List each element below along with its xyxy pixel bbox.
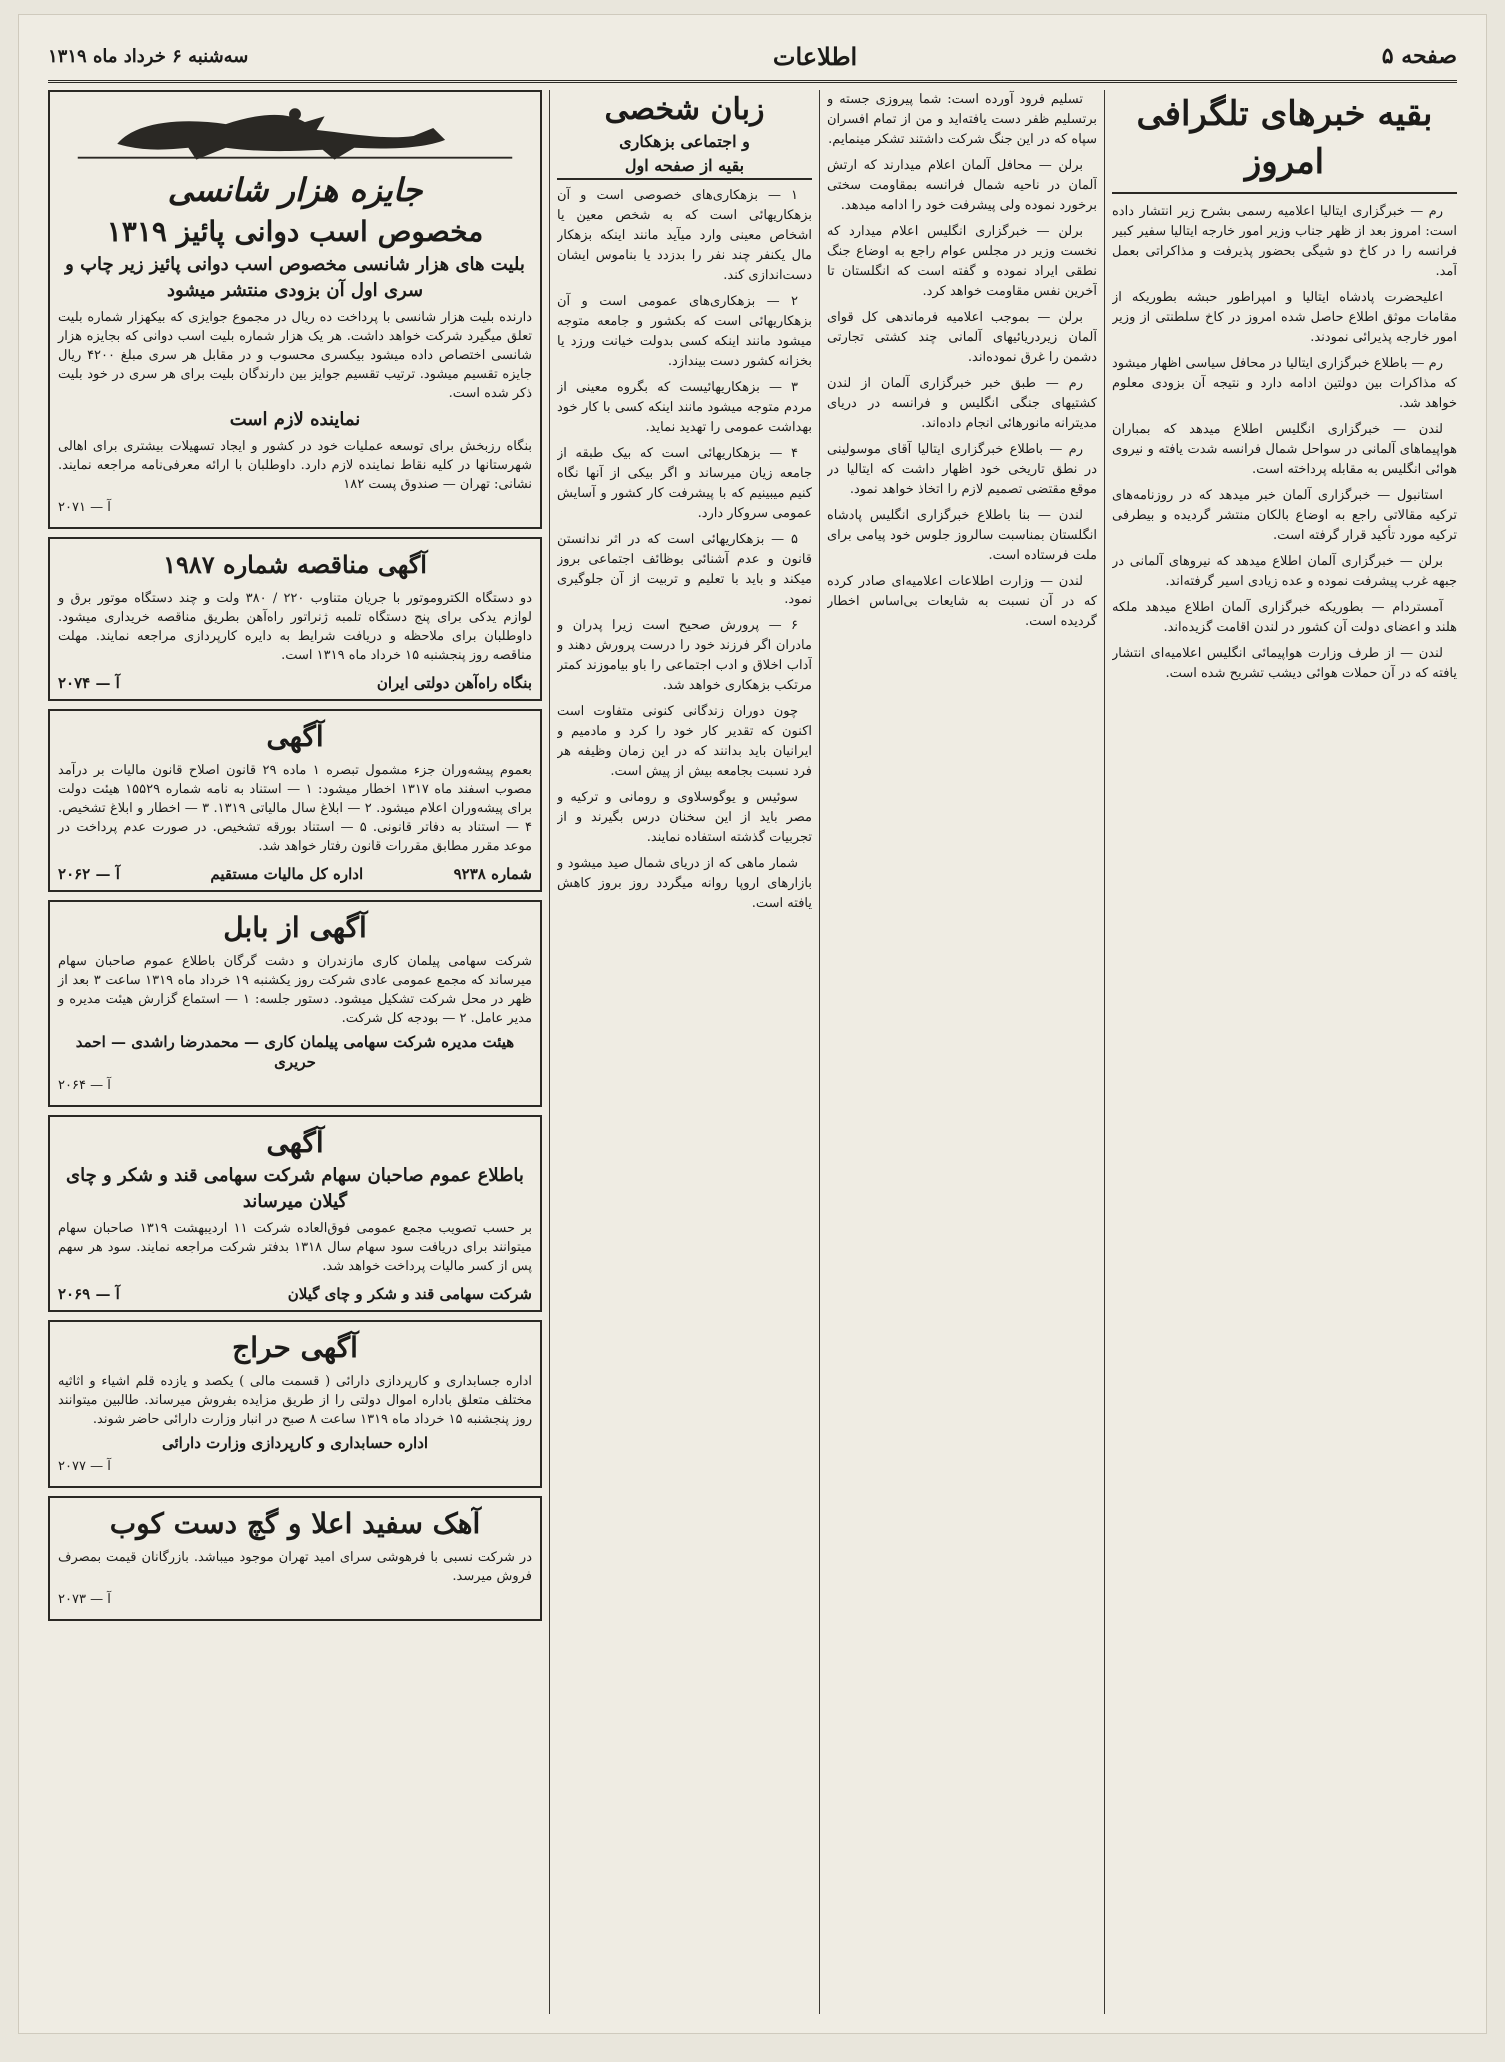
tender-body: دو دستگاه الکتروموتور با جریان متناوب ۲۲۰ / ۳۸۰ ولت و چند دستگاه موتور برق و لوازم یدکی برای پنج دستگاه تلمبه ژنراتور راه‌آهن بطریق مناقصه خریداری میشود. داوطلبان برای ملاحظه و دریافت شرایط به دایره کارپردازی مراجعه نمایند. مهلت مناقصه روز پنجشنبه ۱۵ خرداد ماه ۱۳۱۹ است. bbox=[58, 591, 532, 663]
news-paragraph: لندن — بنا باطلاع خبرگزاری انگلیس پادشاه انگلستان بمناسبت سالروز جلوس خود پیامی برای ملت فرستاده است. bbox=[827, 508, 1097, 563]
tender-footer bbox=[58, 669, 532, 693]
news-paragraph: رم — طبق خبر خبرگزاری آلمان از لندن کشتیهای جنگی انگلیس و فرانسه در دریای مدیترانه مانورهائی انجام داده‌اند. bbox=[827, 376, 1097, 431]
tender-signature: بنگاه راه‌آهن دولتی ایران bbox=[376, 674, 532, 692]
article-title: زبان شخصی bbox=[604, 92, 765, 127]
article-paragraph: ۳ — بزهکاریهائیست که بگروه معینی از مردم متوجه میشود مانند اینکه کسی با کار خود بهداشت عمومی را تهدید نماید. bbox=[557, 380, 812, 435]
article-paragraph: ۴ — بزهکاریهائی است که بیک طبقه از جامعه زیان میرساند و اگر بیکی از آنها نگاه کنیم میبینیم که با پیشرفت کار کشور و آسایش عمومی سروکار دارد. bbox=[557, 446, 812, 521]
article-paragraph: ۱ — بزهکاری‌های خصوصی است و آن بزهکاریهائی است که به شخص معین یا اشخاص معینی وارد میآید مانند اینکه بزهکار مال یکنفر چند نفر را بدزدد یا بناموس ایشان دست‌اندازی کند. bbox=[557, 188, 812, 283]
news-paragraph: رم — باطلاع خبرگزاری ایتالیا آقای موسولینی در نطق تاریخی خود اظهار داشت که ایتالیا در موقع مقتضی تصمیم لازم را اتخاذ خواهد نمود. bbox=[827, 442, 1097, 497]
auction-title: آگهی حراج bbox=[232, 1331, 358, 1364]
sugar-body: بر حسب تصویب مجمع عمومی فوق‌العاده شرکت ۱۱ اردیبهشت ۱۳۱۹ صاحبان سهام میتوانند برای دریافت سود سهام سال ۱۳۱۸ بدفتر شرکت مراجعه نمایند. سود هر سهم پس از کسر مالیات پرداخت خواهد شد. bbox=[58, 1221, 532, 1274]
tax-signature: اداره کل مالیات مستقیم bbox=[210, 865, 364, 883]
article-paragraph: ۶ — پرورش صحیح است زیرا پدران و مادران اگر فرزند خود را درست پرورش دهند و آداب اخلاق و ادب اجتماعی را باو بیاموزند کمتر مرتکب بزهکاری خواهد شد. bbox=[557, 618, 812, 693]
babol-body: شرکت سهامی پیلمان کاری مازندران و دشت گرگان باطلاع عموم صاحبان سهام میرساند که مجمع عمومی عادی شرکت روز یکشنبه ۱۹ خرداد ماه ۱۳۱۹ ساعت ۳ بعد از ظهر در محل شرکت تشکیل میشود. دستور جلسه: ۱ — استماع گزارش هیئت مدیره و مدیر عامل. ۲ — بودجه کل شرکت. bbox=[58, 954, 533, 1026]
tax-ref: شماره ۹۲۳۸ bbox=[453, 865, 532, 883]
article-continued-note: بقیه از صفحه اول bbox=[557, 154, 812, 180]
news-paragraph: اعلیحضرت پادشاه ایتالیا و امپراطور حبشه بطوریکه از مقامات موثق اطلاع حاصل شده امروز در کاخ سلطنتی از وزیر امور خارجه پذیرائی نمودند. bbox=[1112, 290, 1457, 345]
prize-title: مخصوص اسب دوانی پائیز ۱۳۱۹ bbox=[106, 215, 484, 248]
sugar-ref: آ — ۲۰۶۹ bbox=[58, 1285, 120, 1303]
agent-title: نماینده لازم است bbox=[229, 409, 361, 430]
article-paragraph: سوئیس و یوگوسلاوی و رومانی و ترکیه و مصر باید از این سخنان درس بگیرند و از تجربیات گذشته استفاده نمایند. bbox=[557, 790, 812, 845]
agent-ref: آ — ۲۰۷۱ bbox=[58, 500, 111, 515]
news-paragraph: برلن — خبرگزاری انگلیس اعلام میدارد که نخست وزیر در مجلس عوام راجع به اوضاع جنگ نطقی ایراد نموده و گفته است که انگلستان تا آخرین نفس مقاومت خواهد کرد. bbox=[827, 224, 1097, 299]
auction-ad bbox=[48, 1320, 542, 1488]
telegraph-news-headline: بقیه خبرهای تلگرافی امروز bbox=[1112, 90, 1457, 194]
sugar-footer bbox=[58, 1280, 532, 1304]
prize-subtitle: بلیت های هزار شانسی مخصوص اسب دوانی پائیز زیر چاپ و سری اول آن بزودی منتشر میشود bbox=[65, 254, 525, 301]
article-paragraph: ۵ — بزهکاریهائی است که در اثر ندانستن قانون و عدم آشنائی بوظائف اجتماعی بروز میکند و باید با تعلیم و تربیت از آن جلوگیری نمود. bbox=[557, 532, 812, 607]
article-paragraph: ۲ — بزهکاری‌های عمومی است و آن بزهکاریهائی است که بکشور و جامعه متوجه میشود مانند اینکه کسی بدولت خیانت ورزد یا بخزانه کشور دست بیندازد. bbox=[557, 294, 812, 369]
plaster-body: در شرکت نسبی با فرهوشی سرای امید تهران موجود میباشد. بازرگانان قیمت بمصرف فروش میرسد. bbox=[58, 1550, 532, 1584]
plaster-title: آهک سفید اعلا و گچ دست کوب bbox=[109, 1507, 481, 1540]
tender-ref: آ — ۲۰۷۴ bbox=[58, 674, 120, 692]
prize-body: دارنده بلیت هزار شانسی با پرداخت ده ریال در مجموع جوایزی که بیکهزار شماره بلیت تعلق میگیرد شرکت خواهد داشت. هر یک هزار شماره بلیت اسب دوانی که بجایزه هزار شانسی اختصاص داده میشود بیکسری محسوب و در مقابل هر سری مبلغ ۴۲۰۰ ریال جایزه تقسیم میشود. ترتیب تقسیم جوایز بین دارندگان بلیت برای هر سری در خود بلیت ذکر شده است. bbox=[58, 310, 532, 401]
tax-ad bbox=[48, 709, 542, 892]
column-advertisements bbox=[48, 90, 542, 2014]
news-paragraph: رم — خبرگزاری ایتالیا اعلامیه رسمی بشرح زیر انتشار داده است: امروز بعد از ظهر جناب وزیر امور خارجه ایتالیا سفیر کبیر فرانسه را در کاخ دو شیگی بحضور پذیرفت و مذاکراتی بعمل آمد. bbox=[1112, 204, 1457, 279]
news-paragraph: استانبول — خبرگزاری آلمان خبر میدهد که در روزنامه‌های ترکیه مقالاتی راجع به اوضاع بالکان منتشر گردیده و بیطرفی ترکیه مورد تأکید قرار گرفته است. bbox=[1112, 488, 1457, 543]
column-war-news bbox=[827, 90, 1097, 2014]
babol-title: آگهی از بابل bbox=[223, 911, 367, 944]
tax-footer bbox=[58, 860, 532, 884]
tender-ad bbox=[48, 537, 542, 701]
news-paragraph: لندن — از طرف وزارت هواپیمائی انگلیس اعلامیه‌ای انتشار یافته که در آن حملات هوائی دیشب تشریح شده است. bbox=[1112, 646, 1457, 681]
sugar-ad bbox=[48, 1115, 542, 1312]
newspaper-page bbox=[18, 14, 1487, 2034]
sugar-title: آگهی bbox=[266, 1126, 324, 1159]
auction-body: اداره جسابداری و کارپردازی دارائی ( قسمت مالی ) یکصد و یازده قلم اشیاء و اثاثیه مختلف متعلق باداره اموال دولتی را از طریق مزایده بفروش میرساند. طالبین میتوانند روز پنجشنبه ۱۵ خرداد ماه ۱۳۱۹ ساعت ۸ صبح در انبار وزارت دارائی حاضر شوند. bbox=[58, 1374, 532, 1427]
column-divider bbox=[1104, 90, 1105, 2014]
tax-code: آ — ۲۰۶۲ bbox=[58, 865, 120, 883]
issue-date: سه‌شنبه ۶ خرداد ماه ۱۳۱۹ bbox=[48, 45, 249, 67]
auction-ref: آ — ۲۰۷۷ bbox=[58, 1459, 111, 1474]
news-paragraph: برلن — بموجب اعلامیه فرماندهی کل قوای آلمان زیردریائیهای آلمانی چند کشتی تجارتی دشمن را غرق نموده‌اند. bbox=[827, 310, 1097, 365]
columns bbox=[48, 90, 1457, 2014]
column-article bbox=[557, 90, 812, 2014]
article-subtitle: و اجتماعی بزهکاری bbox=[619, 132, 750, 151]
masthead bbox=[48, 32, 1457, 83]
auction-signature: اداره حسابداری و کارپردازی وزارت دارائی bbox=[161, 1434, 429, 1452]
news-paragraph: رم — باطلاع خبرگزاری ایتالیا در محافل سیاسی اظهار میشود که مذاکرات بین دولتین ادامه دارد و نتیجه آن بزودی معلوم خواهد شد. bbox=[1112, 356, 1457, 411]
news-paragraph: برلن — خبرگزاری آلمان اطلاع میدهد که نیروهای آلمانی در جبهه غرب پیشرفت نموده و عده زیادی اسیر گرفته‌اند. bbox=[1112, 554, 1457, 589]
article-paragraph: چون دوران زندگانی کنونی متفاوت است اکنون که تقدیر کار خود را کرد و مادمیم و ایرانیان باید بدانند که در این زمان وظیفه هر فرد نسبت بجامعه بیش از پیش است. bbox=[557, 704, 812, 779]
news-paragraph: لندن — خبرگزاری انگلیس اطلاع میدهد که بمباران هواپیماهای آلمانی در سواحل شمال فرانسه شدت یافته و نیروی هوائی انگلیس به مقابله پرداخته است. bbox=[1112, 422, 1457, 477]
news-paragraph: تسلیم فرود آورده است: شما پیروزی جسته و برتسلیم ظفر دست یافته‌اید و من از تمام افسران سپاه که در این جنگ شرکت داشتند تشکر مینمایم. bbox=[827, 92, 1097, 147]
sugar-signature: شرکت سهامی قند و شکر و چای گیلان bbox=[287, 1285, 532, 1303]
column-telegraph-news bbox=[1112, 90, 1457, 2014]
tax-title: آگهی bbox=[266, 720, 324, 753]
news-paragraph: آمستردام — بطوریکه خبرگزاری آلمان اطلاع میدهد ملکه هلند و اعضای دولت آن کشور در لندن اقامت گزیده‌اند. bbox=[1112, 600, 1457, 635]
article-paragraph: شمار ماهی که از دریای شمال صید میشود و بازارهای اروپا روانه میگردد روز بروز کاهش یافته است. bbox=[557, 856, 812, 911]
tender-title: آگهی مناقصه شماره ۱۹۸۷ bbox=[163, 550, 427, 579]
sugar-subtitle: باطلاع عموم صاحبان سهام شرکت سهامی قند و شکر و چای گیلان میرساند bbox=[66, 1165, 524, 1212]
prize-ad bbox=[48, 90, 542, 529]
plaster-ref: آ — ۲۰۷۳ bbox=[58, 1592, 111, 1607]
news-paragraph: برلن — محافل آلمان اعلام میدارند که ارتش آلمان در ناحیه شمال فرانسه بمقاومت سختی برخورد نموده ولی پیشرفت خود را ادامه میدهد. bbox=[827, 158, 1097, 213]
column-divider bbox=[819, 90, 820, 2014]
tax-body: بعموم پیشه‌وران جزء مشمول تبصره ۱ ماده ۲۹ قانون اصلاح قانون مالیات بر درآمد مصوب اسفند ماه ۱۳۱۷ اخطار میشود: ۱ — استناد به نامه شماره ۱۵۵۲۹ هیئت دولت برای پیشه‌وران اعلام میشود. ۲ — ابلاغ سال مالیاتی ۱۳۱۹. ۳ — اخطار و ابلاغ تشخیص. ۴ — استناد به دفاتر قانونی. ۵ — استناد بورقه تشخیص. در صورت عدم پرداخت در موعد مقرر مطابق مقررات قانون رفتار خواهد شد. bbox=[58, 763, 532, 854]
news-paragraph: لندن — وزارت اطلاعات اعلامیه‌ای صادر کرده که در آن نسبت به شایعات بی‌اساس اخطار گردیده است. bbox=[827, 574, 1097, 629]
prize-heading: جایزه هزار شانسی bbox=[167, 171, 423, 209]
agent-body: بنگاه رزبخش برای توسعه عملیات خود در کشور و ایجاد تسهیلات بیشتری برای اهالی شهرستانها در کلیه نقاط نماینده لازم دارد. داوطلبان با ارائه معرفی‌نامه مراجعه نمایند. نشانی: تهران — صندوق پست ۱۸۲ bbox=[58, 439, 532, 492]
paper-name: اطلاعات bbox=[772, 41, 858, 71]
page-number: صفحه ۵ bbox=[1381, 43, 1457, 69]
plaster-ad bbox=[48, 1496, 542, 1621]
column-divider bbox=[549, 90, 550, 2014]
babol-ref: آ — ۲۰۶۴ bbox=[58, 1078, 111, 1093]
racehorse-illustration bbox=[58, 100, 532, 164]
babol-ad bbox=[48, 900, 542, 1107]
babol-signature: هیئت مدیره شرکت سهامی پیلمان کاری — محمدرضا راشدی — احمد حریری bbox=[75, 1033, 515, 1071]
